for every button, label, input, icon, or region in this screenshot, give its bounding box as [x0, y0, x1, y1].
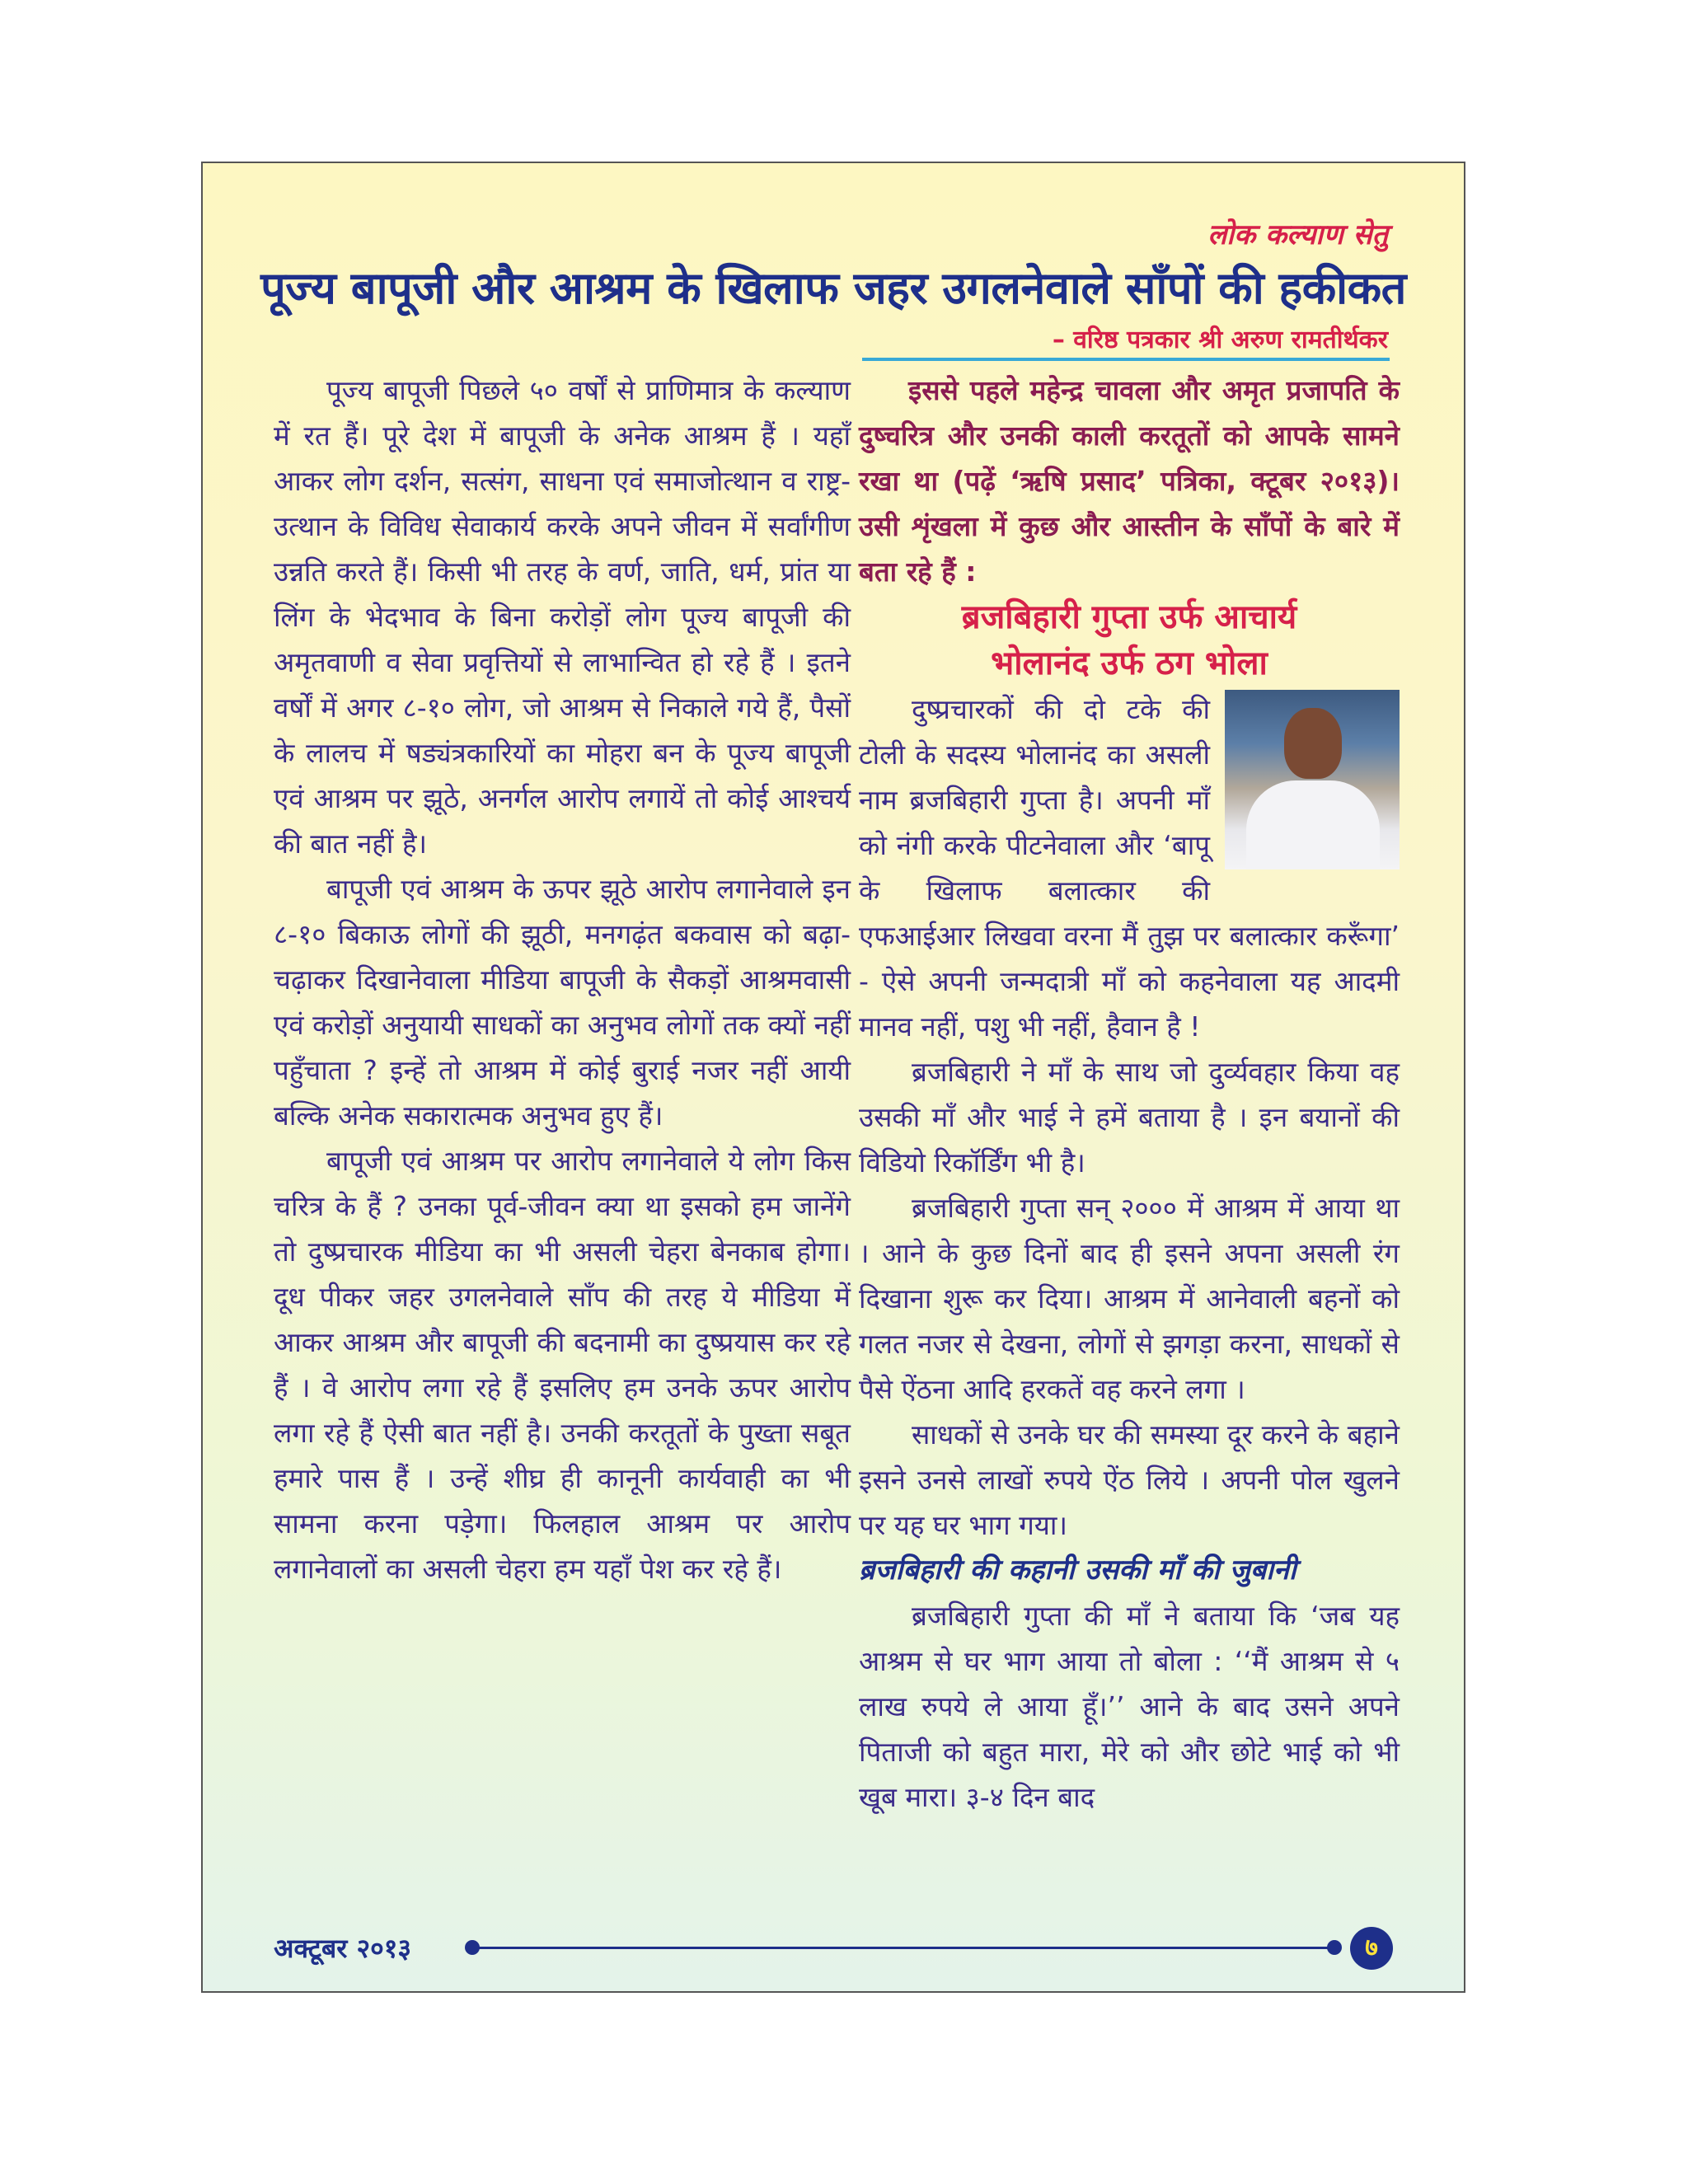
issue-label: अक्टूबर २०१३	[274, 1933, 412, 1964]
right-paragraph-4: साधकों से उनके घर की समस्या दूर करने के बहाने इसने उनसे लाखों रुपये ऐंठ लिये । अपनी पोल खुलने पर यह घर भाग गया।	[859, 1418, 1400, 1541]
section-name: लोक कल्याण सेतु	[1207, 218, 1388, 251]
footer-dot-left	[465, 1940, 480, 1955]
portrait-photo	[1225, 690, 1400, 869]
right-paragraph-2: ब्रजबिहारी ने माँ के साथ जो दुर्व्यवहार किया वह उसकी माँ और भाई ने हमें बताया है । इन बयानों की विडियो रिकॉर्डिंग भी है।	[859, 1056, 1400, 1179]
right-paragraph-5: ब्रजबिहारी गुप्ता की माँ ने बताया कि ‘जब यह आश्रम से घर भाग आया तो बोला : ‘‘मैं आश्रम से ५ लाख रुपये ले आया हूँ।’’ आने के बाद उसने अपने पिताजी को बहुत मारा, मेरे को और छोटे भाई को भी खूब मारा। ३-४ दिन बाद	[859, 1600, 1400, 1813]
byline-divider	[862, 358, 1390, 361]
page-footer	[274, 1925, 1393, 1968]
right-paragraph-3: ब्रजबिहारी गुप्ता सन् २००० में आश्रम में आया था । आने के कुछ दिनों बाद ही इसने अपना असली रंग दिखाना शुरू कर दिया। आश्रम में आनेवाली बहनों को गलत नजर से देखना, लोगों से झगड़ा करना, साधकों से पैसे ऐंठना आदि हरकतें वह करने लगा ।	[859, 1192, 1400, 1405]
author-byline: – वरिष्ठ पत्रकार श्री अरुण रामतीर्थकर	[1052, 326, 1388, 354]
right-paragraph-1: दुष्प्रचारकों की दो टके की टोली के सदस्य भोलानंद का असली नाम ब्रजबिहारी गुप्ता है। अपनी माँ को नंगी करके पीटनेवाला और ‘बापू के खिलाफ बलात्कार की एफआईआर लिखवा वरना मैं तुझ पर बलात्कार करूँगा’ - ऐसे अपनी जन्मदात्री माँ को कहनेवाला यह आदमी मानव नहीं, पशु भी नहीं, हैवान है !	[859, 693, 1400, 1043]
magazine-page	[201, 162, 1465, 1993]
left-paragraph-3: बापूजी एवं आश्रम पर आरोप लगानेवाले ये लोग किस चरित्र के हैं ? उनका पूर्व-जीवन क्या था इसको हम जानेंगे तो दुष्प्रचारक मीडिया का भी असली चेहरा बेनकाब होगा। दूध पीकर जहर उगलनेवाले साँप की तरह ये मीडिया में आकर आश्रम और बापूजी की बदनामी का दुष्प्रयास कर रहे हैं । वे आरोप लगा रहे हैं इसलिए हम उनके ऊपर आरोप लगा रहे हैं ऐसी बात नहीं है। उनकी करतूतों के पुख्ता सबूत हमारे पास हैं । उन्हें शीघ्र ही कानूनी कार्यवाही का भी सामना करना पड़ेगा। फिलहाल आश्रम पर आरोप लगानेवालों का असली चेहरा हम यहाँ पेश कर रहे हैं।	[274, 1145, 851, 1585]
photo-body-shape	[1246, 780, 1380, 869]
left-paragraph-1: पूज्य बापूजी पिछले ५० वर्षों से प्राणिमात्र के कल्याण में रत हैं। पूरे देश में बापूजी के अनेक आश्रम हैं । यहाँ आकर लोग दर्शन, सत्संग, साधना एवं समाजोत्थान व राष्ट्र-उत्थान के विविध सेवाकार्य करके अपने जीवन में सर्वांगीण उन्नति करते हैं। किसी भी तरह के वर्ण, जाति, धर्म, प्रांत या लिंग के भेदभाव के बिना करोड़ों लोग पूज्य बापूजी की अमृतवाणी व सेवा प्रवृत्तियों से लाभान्वित हो रहे हैं । इतने वर्षों में अगर ८-१० लोग, जो आश्रम से निकाले गये हैं, पैसों के लालच में षड्यंत्रकारियों का मोहरा बन के पूज्य बापूजी एवं आश्रम पर झूठे, अनर्गल आरोप लगायें तो कोई आश्चर्य की बात नहीं है।	[274, 374, 851, 860]
right-column	[859, 368, 1400, 1820]
photo-head-shape	[1284, 708, 1342, 779]
subheading-line-2: भोलानंद उर्फ ठग भोला	[991, 644, 1268, 682]
footer-rule	[475, 1947, 1334, 1949]
intro-paragraph: इससे पहले महेन्द्र चावला और अमृत प्रजापति के दुष्चरित्र और उनकी काली करतूतों को आपके सामने रखा था (पढ़ें ‘ऋषि प्रसाद’ पत्रिका, क्टूबर २०१३)। उसी शृंखला में कुछ और आस्तीन के साँपों के बारे में बता रहे हैं :	[859, 374, 1400, 588]
left-paragraph-2: बापूजी एवं आश्रम के ऊपर झूठे आरोप लगानेवाले इन ८-१० बिकाऊ लोगों की झूठी, मनगढ़ंत बकवास को बढ़ा-चढ़ाकर दिखानेवाला मीडिया बापूजी के सैकड़ों आश्रमवासी एवं करोड़ों अनुयायी साधकों का अनुभव लोगों तक क्यों नहीं पहुँचाता ? इन्हें तो आश्रम में कोई बुराई नजर नहीं आयी बल्कि अनेक सकारात्मक अनुभव हुए हैं।	[274, 873, 851, 1132]
section-heading: ब्रजबिहारी की कहानी उसकी माँ की जुबानी	[859, 1554, 1296, 1586]
subheading-line-1: ब्रजबिहारी गुप्ता उर्फ आचार्य	[961, 598, 1297, 636]
footer-dot-right	[1327, 1940, 1342, 1955]
page-number: ७	[1350, 1927, 1393, 1970]
left-column	[274, 368, 851, 1591]
page-title: पूज्य बापूजी और आश्रम के खिलाफ जहर उगलनेवाले साँपों की हकीकत	[260, 262, 1406, 314]
intro-block	[859, 368, 1400, 594]
